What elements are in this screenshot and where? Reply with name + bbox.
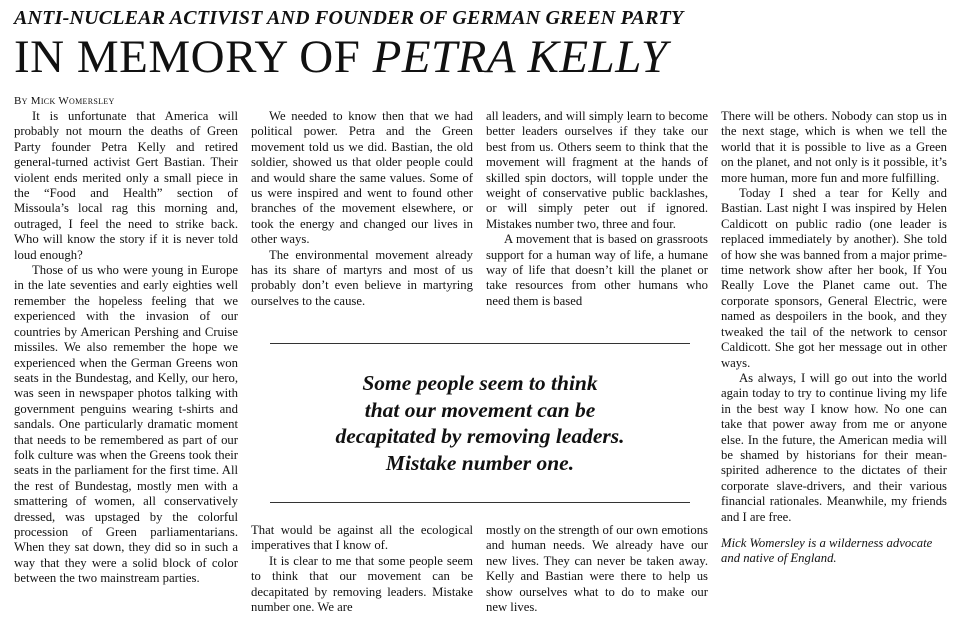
paragraph: mostly on the strength of our own emotions and human needs. We already have our new lives. They can never be taken away. Kelly and Bastian were there to help us show ourselves what to do to make our new lives.: [486, 523, 708, 615]
article-column-2-top: [251, 109, 473, 309]
headline-main: IN MEMORY OF: [14, 31, 361, 83]
headline-name: PETRA KELLY: [372, 31, 668, 83]
paragraph: We needed to know then that we had political power. Petra and the Green movement told us we did. Bastian, the old soldier, showed us that older people could and would share the same values. Some of us were inspired and went to found other branches of the movement elsewhere, or took the energy and changed our lives in other ways.: [251, 109, 473, 247]
pullquote-line: Mistake number one.: [385, 450, 575, 475]
article-column-4: [721, 109, 947, 567]
pullquote: [256, 370, 704, 476]
headline: [14, 32, 668, 82]
kicker: ANTI-NUCLEAR ACTIVIST AND FOUNDER OF GERMAN GREEN PARTY: [14, 7, 684, 29]
paragraph: That would be against all the ecological imperatives that I know of.: [251, 523, 473, 553]
article-column-1: [14, 109, 238, 587]
paragraph: Today I shed a tear for Kelly and Bastian. Last night I was inspired by Helen Caldicott on public radio (one leader is replaced immediately by another). She told of how she was banned from a major prime-time network show after her book, If You Really Love the Planet came out. The corporate sponsors, General Electric, were named as despoilers in the book, and they tweaked the tail of the network to censor Caldicott. She got her message out in other ways.: [721, 186, 947, 370]
pullquote-bottom-rule: [270, 502, 690, 503]
paragraph: It is unfortunate that America will probably not mourn the deaths of Green Party founder Petra Kelly and retired general-turned activist Gert Bastian. Their violent ends merited only a small piece in the “Food and Health” section of Missoula’s local rag this morning and, outraged, I feel the need to strike back. Who will know the story if it is never told loud enough?: [14, 109, 238, 262]
paragraph: A movement that is based on grassroots support for a human way of life, a humane way of life that doesn’t kill the planet or take resources from other humans who need them is based: [486, 232, 708, 308]
pullquote-line: decapitated by removing leaders.: [335, 424, 625, 448]
paragraph: The environmental movement already has its share of martyrs and most of us probably don’t even believe in martyring ourselves to the cause.: [251, 247, 473, 308]
paragraph: As always, I will go out into the world again today to try to continue living my life in the best way I know how. No one can take that power away from me or anyone else. In the future, the American media will be shamed by historians for their mean-spirited adherence to the dictates of their corporate slave-drivers, and their various financial rationales. Meanwhile, my friends and I are free.: [721, 370, 947, 524]
pullquote-line: that our movement can be: [364, 397, 596, 422]
author-note: Mick Womersley is a wilderness advocate and native of England.: [721, 535, 933, 566]
article-column-3-top: [486, 109, 708, 309]
paragraph: all leaders, and will simply learn to become better leaders ourselves if they take our best from us. Others seem to think that the movement will fragment at the hands of skilled spin doctors, will topple under the weight of conservative public backlashes, or will simply peter out if ignored. Mistakes number two, three and four.: [486, 109, 708, 231]
byline: By Mick Womersley: [14, 95, 115, 107]
article-column-3-bottom: [486, 523, 708, 615]
pullquote-line: Some people seem to think: [362, 371, 598, 395]
article-column-2-bottom: [251, 523, 473, 615]
paragraph: Those of us who were young in Europe in the late seventies and early eighties well remember the hopeless feeling that we experienced with the invasion of our countries by American Pershing and Cruise missiles. We also remember the hope we experienced when the German Greens won seats in the Bundestag, and Kelly, our hero, was seen in newspaper photos talking with government penguins wearing t-shirts and sandals. One particularly dramatic moment that needs to be remembered as part of our folk culture was when the Greens took their seats in the parliament for the first time. All the rest of Bundestag, mostly men with a smattering of women, all conservatively dressed, was upstaged by the colorful procession of Green parliamentarians. When they sat down, they did so in such a way that they were a solid block of color between the two mainstream parties.: [14, 263, 238, 586]
pullquote-top-rule: [270, 343, 690, 344]
paragraph: It is clear to me that some people seem to think that our movement can be decapitated by removing leaders. Mistake number one. We are: [251, 553, 473, 615]
paragraph: There will be others. Nobody can stop us in the next stage, which is when we tell the world that it is possible to live as a Green on the planet, and not only is it possible, it’s more human, more fun and more fulfilling.: [721, 109, 947, 185]
